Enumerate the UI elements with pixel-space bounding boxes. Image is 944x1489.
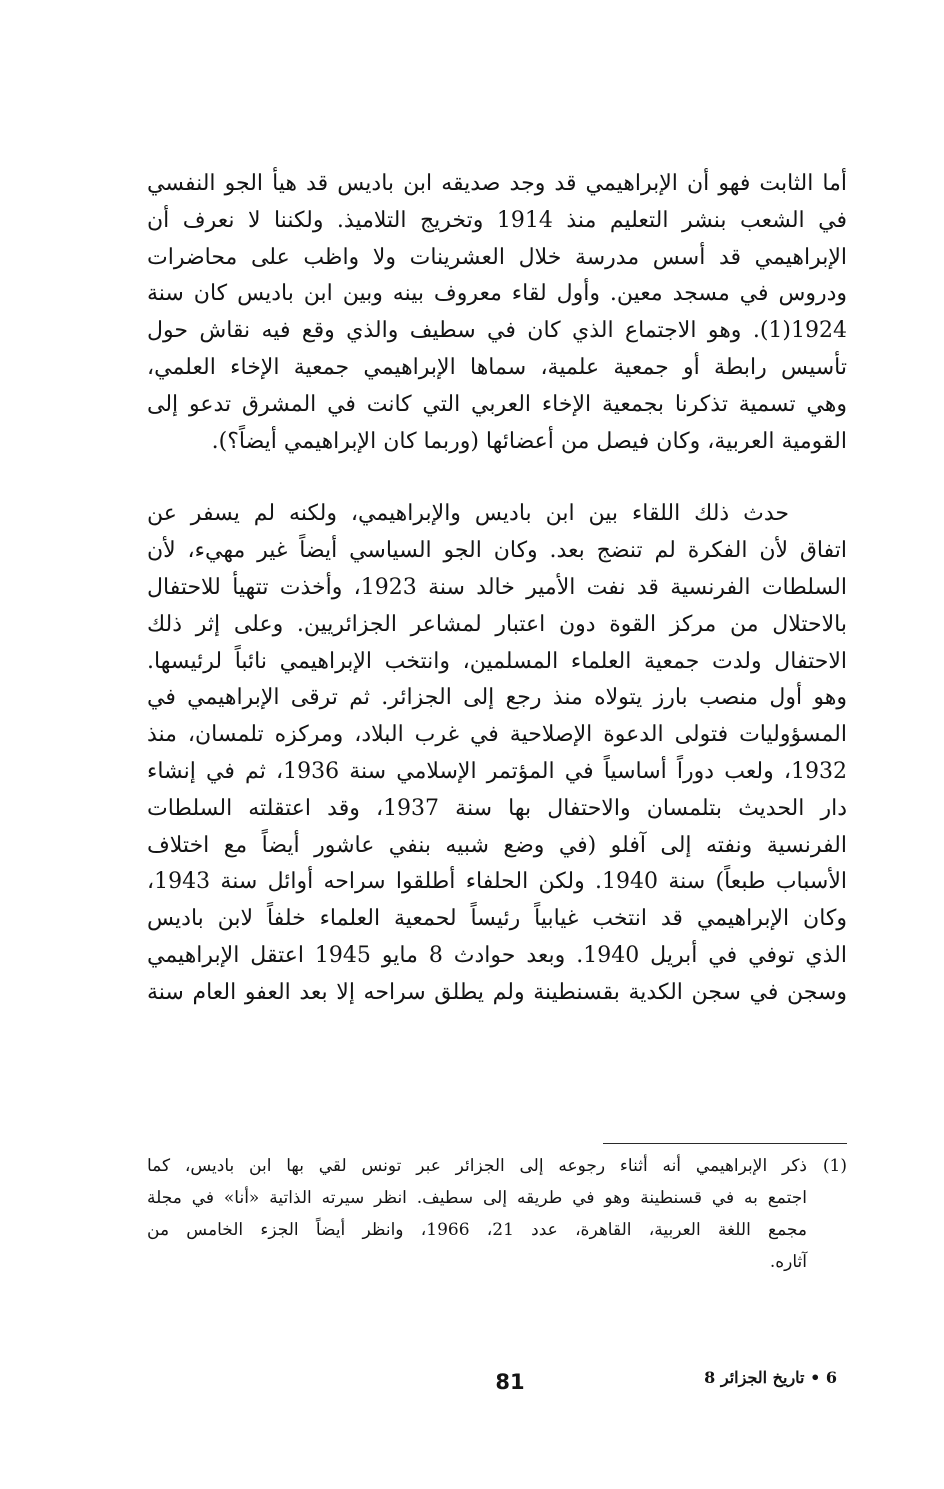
text-line: بالاحتلال من مركز القوة دون اعتبار لمشاعر الجزائريين. وعلى إثر ذلك <box>147 611 847 637</box>
text-line: تأسيس رابطة أو جمعية علمية، سماها الإبراهيمي جمعية الإخاء العلمي، <box>147 354 847 380</box>
text-line: القومية العربية، وكان فيصل من أعضائها (وربما كان الإبراهيمي أيضاً؟). <box>211 428 847 454</box>
text-line: وكان الإبراهيمي قد انتخب غيابياً رئيساً لحمعية العلماء خلفاً لابن باديس <box>147 906 847 932</box>
footnote-line: اجتمع به في قسنطينة وهو في طريقه إلى سطيف. انظر سيرته الذاتية «أنا» في مجلة <box>147 1188 807 1208</box>
footnote-line: آثاره. <box>769 1252 807 1272</box>
footnote-marker: (1) <box>822 1156 847 1176</box>
text-line: وهي تسمية تذكرنا بجمعية الإخاء العربي التي كانت في المشرق تدعو إلى <box>147 391 847 417</box>
text-line: أما الثابت فهو أن الإبراهيمي قد وجد صديقه ابن باديس قد هيأ الجو النفسي <box>147 171 847 196</box>
text-line: الاحتفال ولدت جمعية العلماء المسلمين، وانتخب الإبراهيمي نائباً لرئيسها. <box>147 648 847 674</box>
text-line: دار الحديث بتلمسان والاحتفال بها سنة 1937، وقد اعتقلته السلطات <box>147 795 848 821</box>
text-line: المسؤوليات فتولى الدعوة الإصلاحية في غرب البلاد، ومركزه تلمسان، منذ <box>147 722 847 748</box>
text-line: السلطات الفرنسية قد نفت الأمير خالد سنة 1923، وأخذت تتهيأ للاحتفال <box>147 574 847 600</box>
paragraph <box>147 166 847 460</box>
footnote-body <box>147 1150 807 1278</box>
text-line: اتفاق لأن الفكرة لم تنضج بعد. وكان الجو السياسي أيضاً غير مهيء، لأن <box>147 538 847 564</box>
footnote <box>147 1150 847 1278</box>
text-line: وهو أول منصب بارز يتولاه منذ رجع إلى الجزائر. ثم ترقى الإبراهيمي في <box>147 685 847 711</box>
text-line: الذي توفي في أبريل 1940. وبعد حوادث 8 مايو 1945 اعتقل الإبراهيمي <box>147 942 847 968</box>
footnote-line: ذكر الإبراهيمي أنه أثناء رجوعه إلى الجزائر عبر تونس لقي بها ابن باديس، كما <box>147 1156 807 1176</box>
text-line: ودروس في مسجد معين. وأول لقاء معروف بينه وبين ابن باديس كان سنة <box>147 281 847 307</box>
paragraph <box>147 496 847 1011</box>
running-footer: 6 • تاريخ الجزائر 8 <box>704 1368 837 1387</box>
text-line: الفرنسية ونفته إلى آفلو (في وضع شبيه بنفي عاشور أيضاً مع اختلاف <box>147 832 847 858</box>
text-line: حدث ذلك اللقاء بين ابن باديس والإبراهيمي، ولكنه لم يسفر عن <box>147 501 789 527</box>
text-line: وسجن في سجن الكدية بقسنطينة ولم يطلق سراحه إلا بعد العفو العام سنة <box>147 979 847 1005</box>
page-number: 81 <box>495 1370 525 1394</box>
text-line: 1932، ولعب دوراً أساسياً في المؤتمر الإسلامي سنة 1936، ثم في إنشاء <box>147 758 848 784</box>
footnotes <box>147 1150 847 1278</box>
body-text <box>147 166 847 1012</box>
footnote-line: مجمع اللغة العربية، القاهرة، عدد 21، 1966، وانظر أيضاً الجزء الخامس من <box>147 1220 808 1240</box>
text-line: 1924(1). وهو الاجتماع الذي كان في سطيف والذي وقع فيه نقاش حول <box>147 318 847 344</box>
text-line: الأسباب طبعاً) سنة 1940. ولكن الحلفاء أطلقوا سراحه أوائل سنة 1943، <box>147 869 847 895</box>
footnote-divider <box>603 1143 847 1144</box>
text-line: الإبراهيمي قد أسس مدرسة خلال العشرينات ولا واظب على محاضرات <box>147 244 847 270</box>
text-line: في الشعب بنشر التعليم منذ 1914 وتخريج التلاميذ. ولكننا لا نعرف أن <box>147 207 848 233</box>
